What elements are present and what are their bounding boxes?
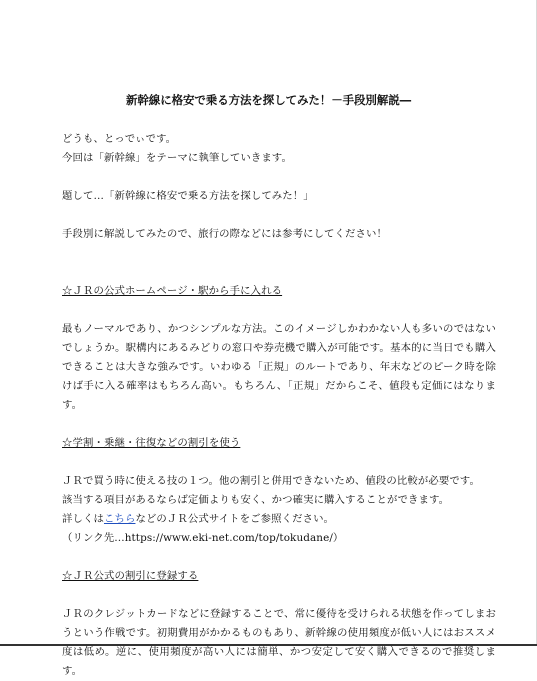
section2-heading: ☆学割・乗継・往復などの割引を使う: [62, 437, 241, 449]
page-bottom-edge: [0, 644, 537, 646]
document-title: 新幹線に格安で乗る方法を探してみた！－手段別解説―: [126, 93, 411, 107]
section1-heading: ☆ＪＲの公式ホームページ・駅から手に入れる: [62, 285, 283, 297]
kochira-link[interactable]: こちら: [103, 513, 136, 525]
section3-heading: ☆ＪＲ公式の割引に登録する: [62, 570, 199, 582]
document-body: [62, 130, 496, 681]
intro-greeting: どうも、とっでぃです。: [62, 133, 177, 145]
section2-line2: 該当する項目があるならば定価よりも安く、かつ確実に購入することができます。: [62, 494, 450, 506]
intro-heading-line: 題して…「新幹線に格安で乗る方法を探してみた！」: [62, 190, 314, 202]
section2-line4: （リンク先…https://www.eki-net.com/top/tokudane/）: [62, 532, 344, 544]
section2-line3-before: 詳しくは: [62, 513, 104, 525]
section2-line3: [62, 510, 496, 529]
intro-topic: 今回は「新幹線」をテーマに執筆していきます。: [62, 152, 292, 164]
intro-closing: 手段別に解説してみたので、旅行の際などには参考にしてください！: [62, 228, 387, 240]
section2-line3-after: などのＪＲ公式サイトをご参照ください。: [135, 513, 335, 525]
section3-paragraph: ＪＲのクレジットカードなどに登録することで、常に優待を受けられる状態を作ってしまおうという作戦です。初期費用がかかるものもあり、新幹線の使用頻度が低い人にはおススメ度は低め。逆に、使用頻度が高い人には簡単、かつ安定して安く購入できるので推奨します。: [62, 608, 496, 677]
section2-line1: ＪＲで買う時に使える技の１つ。他の割引と併用できないため、値段の比較が必要です。: [62, 475, 480, 487]
section1-paragraph: 最もノーマルであり、かつシンプルな方法。このイメージしかわかない人も多いのではないでしょうか。駅構内にあるみどりの窓口や券売機で購入が可能です。基本的に当日でも購入できることは大きな強みです。いわゆる「正規」のルートであり、年末などのピーク時を除けば手に入る確率はもちろん高い。もちろん、「正規」だからこそ、値段も定価にはなります。: [62, 323, 496, 411]
